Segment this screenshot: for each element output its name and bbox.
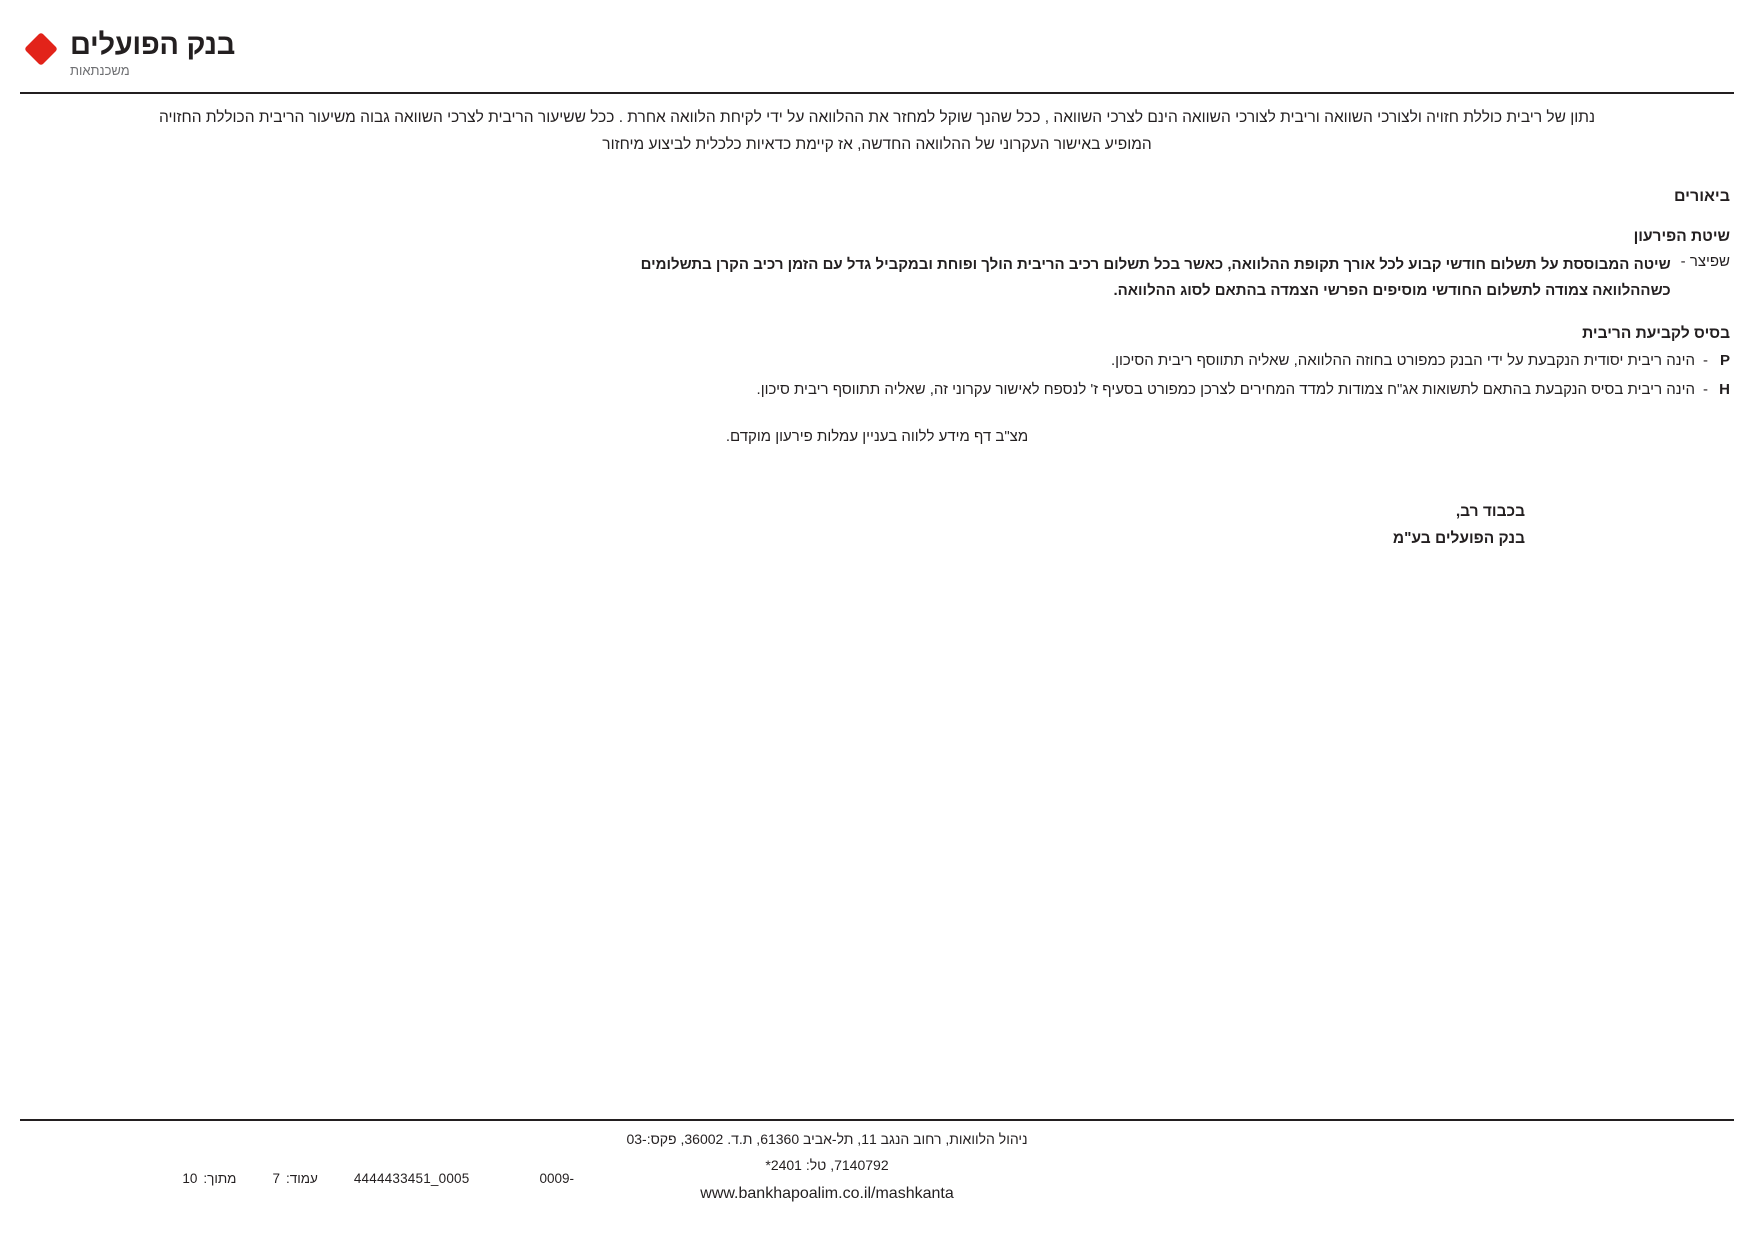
footer-address-block xyxy=(620,1127,1034,1208)
document-footer xyxy=(20,1127,1734,1205)
footer-total-pages: 10 xyxy=(182,1171,198,1186)
list-item xyxy=(24,349,1730,373)
bank-logo xyxy=(24,30,235,78)
red-diamond-logo-icon xyxy=(24,32,58,66)
bullet-letter-p: P xyxy=(1719,352,1730,370)
footer-of-label: מתוך: xyxy=(203,1171,237,1186)
signoff-block xyxy=(1205,499,1525,552)
footer-page-group xyxy=(272,1171,317,1186)
footer-divider xyxy=(20,1119,1734,1121)
footer-page-number: 7 xyxy=(272,1171,280,1186)
footer-url[interactable]: www.bankhapoalim.co.il/mashkanta xyxy=(700,1184,954,1202)
repayment-description-line-2: כשההלוואה צמודה לתשלום החודשי מוסיפים הפרשי הצמדה בהתאם לסוג ההלוואה. xyxy=(1113,281,1671,299)
bullet-dash-p: - xyxy=(1703,352,1708,370)
repayment-method-heading: שיטת הפירעון xyxy=(1633,228,1730,246)
intro-line-2: המופיע באישור העקרוני של ההלוואה החדשה, אז קיימת כדאיות כלכלית לביצוע מיחזור xyxy=(602,136,1152,154)
footer-page-label: עמוד: xyxy=(285,1171,318,1186)
bullet-dash-h: - xyxy=(1703,381,1708,399)
bullet-text-p: הינה ריבית יסודית הנקבעת על ידי הבנק כמפורט בחוזה ההלוואה, שאליה תתווסף ריבית הסיכון. xyxy=(1110,352,1695,370)
explanations-heading: ביאורים xyxy=(1673,188,1730,206)
document-content xyxy=(24,104,1730,552)
document-header xyxy=(0,18,1754,88)
brand-name: בנק הפועלים xyxy=(70,29,236,61)
early-repayment-note: מצ"ב דף מידע ללווה בעניין עמלות פירעון מוקדם. xyxy=(725,428,1029,446)
footer-total-group xyxy=(182,1171,236,1186)
diamond-shape xyxy=(24,32,58,66)
footer-meta xyxy=(20,1171,620,1186)
repayment-definition-row xyxy=(24,252,1730,303)
footer-address: ניהול הלוואות, רחוב הנגב 11, תל-אביב 61360, ת.ד. 36002, פקס:03-7140792, טל: 2401* xyxy=(626,1131,1028,1173)
interest-basis-heading: בסיס לקביעת הריבית xyxy=(1582,325,1730,343)
footer-doc-number: 0009- xyxy=(539,1171,574,1186)
brand-subtitle: משכנתאות xyxy=(70,63,130,79)
header-divider xyxy=(20,92,1734,94)
bullet-letter-h: H xyxy=(1719,381,1730,399)
signoff-line-2: בנק הפועלים בע"מ xyxy=(1392,529,1525,547)
repayment-description-line-1: שיטה המבוססת על תשלום חודשי קבוע לכל אורך תקופת ההלוואה, כאשר בכל תשלום רכיב הריבית הולך ופוחת ובמקביל גדל עם הזמן רכיב הקרן בתשלומים xyxy=(640,256,1671,274)
signoff-line-1: בכבוד רב, xyxy=(1455,503,1525,521)
list-item xyxy=(24,378,1730,402)
intro-paragraph xyxy=(24,104,1730,158)
intro-line-1: נתון של ריבית כוללת חזויה ולצורכי השוואה וריבית לצורכי השוואה הינם לצרכי השוואה , ככל שהנך שוקל למחזר את ההלוואה על ידי לקיחת הלוואה אחרת . ככל ששיעור הריבית לצרכי השוואה גבוה משיעור הריבית הכוללת החזויה xyxy=(158,109,1596,126)
footer-doc-id: 4444433451_0005 xyxy=(353,1171,470,1186)
brand-text xyxy=(70,30,235,78)
bullet-text-h: הינה ריבית בסיס הנקבעת בהתאם לתשואות אג"ח צמודות למדד המחירים לצרכן כמפורט בסעיף ז' לנספח לאישור עקרוני זה, שאליה תתווסף ריבית סיכון. xyxy=(756,381,1695,399)
repayment-description xyxy=(24,252,1671,303)
repayment-term: שפיצר - xyxy=(1680,253,1730,271)
